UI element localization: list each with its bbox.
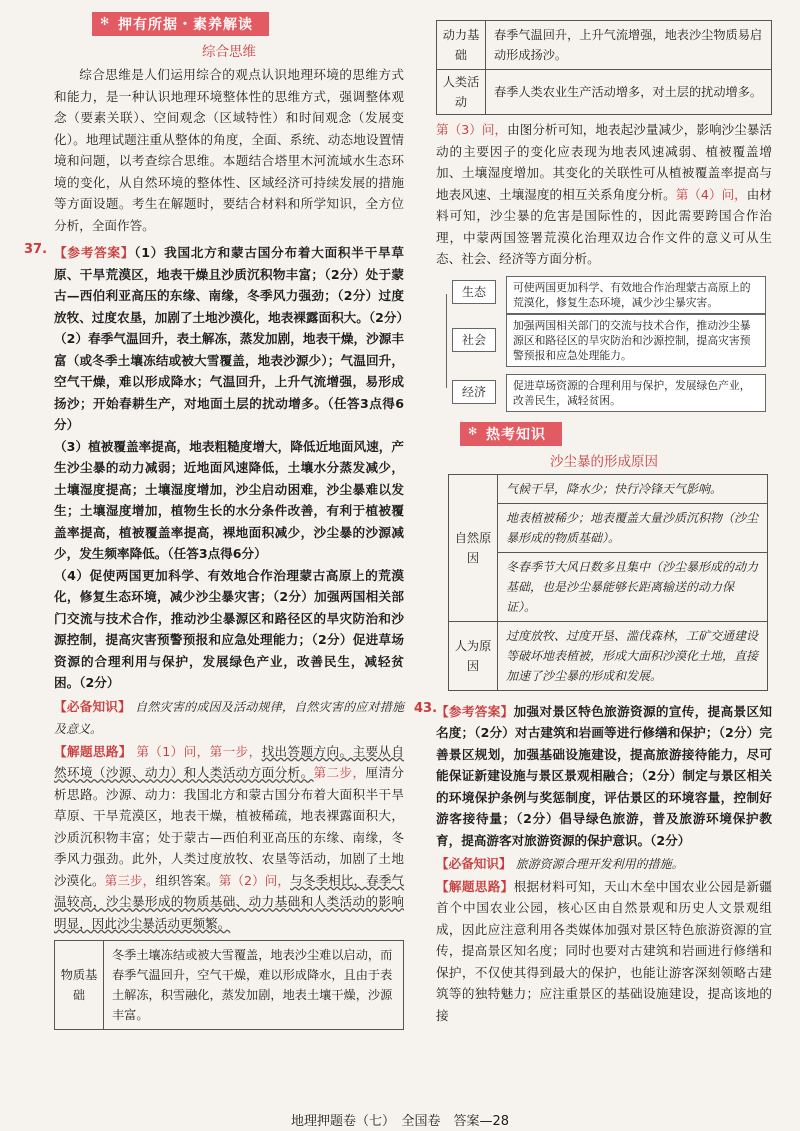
question-37 [24,242,410,1030]
flow-text-shehui: 加强两国相关部门的交流与技术合作，推动沙尘暴源区和路径区的旱灾防治和沙源控制，提高灾害预警预报和应急处理能力。 [506,314,766,367]
flow-text-shengtai: 可使两国更加科学、有效地合作治理蒙古高原上的荒漠化，修复生态环境，减少沙尘暴灾害。 [506,276,766,314]
table-text-renlei: 春季人类农业生产活动增多，对土层的扰动增多。 [486,70,772,115]
cause-subtitle: 沙尘暴的形成原因 [550,453,658,470]
connector-line [446,294,447,388]
banner-rekao [460,422,562,446]
q2-text: 与冬季相比，春季气温较高，沙尘暴形成的物质基础、动力基础和人类活动的影响明显，因此沙尘暴活动更频繁。 [54,872,405,931]
flow-text-jingji: 促进草场资源的合理利用与保护，发展绿色产业，改善民生，减轻贫困。 [506,374,766,412]
flow-label-jingji: 经济 [452,380,496,404]
banner-text: 押有所据・素养解读 [118,17,253,33]
continued-table [436,20,772,115]
q4-label: 第（4）问， [675,186,747,202]
page-footer: 地理押题卷（七） 全国卷 答案—28 [290,1114,510,1129]
q3-label: 第（3）问， [436,122,508,137]
jieti-text: 根据材料可知，天山木垒中国农业公园是新疆首个中国农业公园，核心区由自然景观和历史人文景观组成，因此应注意利用各类媒体加强对景区特色旅游资源的宣传，提高景区知名度；同时也要对古建筑和岩画进行修缮和保护，不仅使其得到最大的保护，也能让游客深刻领略古建筑等的独特魅力；应注重景区的基础设施建设，提高该地的接 [436,878,773,1023]
step-2-text: 厘清分析思路。沙源、动力：我国北方和蒙古国分布着大面积半干旱草原、干旱荒漠区，地表干燥，植被稀疏，地表裸露面积大，沙质沉积物丰富；处于蒙古—西伯利亚高压的东缘、南缘，冬季风力强劲。此外，人类过度放牧、农垦等活动，加剧了土地沙漠化。 [54,765,405,888]
cause-table [448,474,768,691]
table-text: 冬季土壤冻结或被大雪覆盖，地表沙尘难以启动，而春季气温回升，空气干燥，难以形成降水，且由于表土解冻，积雪融化，蒸发加剧，地表土壤干燥，沙源丰富。 [104,941,404,1030]
step-3-text: 组织答案。 [155,872,219,888]
human-cause: 过度放牧、过度开垦、滥伐森林，工矿交通建设等破坏地表植被，形成大面积沙漠化土地，直接加速了沙尘暴的形成和发展。 [498,621,768,690]
cause-natural-label: 自然原因 [449,474,498,621]
wuzhi-table [54,940,404,1030]
step-2-label: 第二步， [313,765,366,780]
answer-part-1: （1）我国北方和蒙古国分布着大面积半干旱草原、干旱荒漠区，地表干燥且沙质沉积物丰富；（2分）处于蒙古—西伯利亚高压的东缘、南缘，冬季风力强劲；（2分）过度放牧、过度农垦，加剧了土地沙漠化，地表裸露面积大。（2分） [54,245,410,325]
answer-43: 加强对景区特色旅游资源的宣传，提高景区知名度；（2分）对古建筑和岩画等进行修缮和保护；（2分）完善景区规划，加强基础设施建设，提高旅游接待能力，尽可能保证新建设施与景区景观相融合；（2分）制定与景区相关的环境保护条例与奖惩制度，评估景区的环境容量，控制好游客接待量；（2分）倡导绿色旅游，普及旅游环境保护教育，提高游客对旅游资源的保护意识。（2分） [436,703,773,848]
answer-part-4: （4）促使两国更加科学、有效地合作治理蒙古高原上的荒漠化，修复生态环境，减少沙尘暴灾害；（2分）加强两国相关部门交流与技术合作，推动沙尘暴源区和路径区的旱灾防治和沙源控制，提高灾害预警预报和应急处理能力；（2分）促进草场资源的合理利用与保护，发展绿色产业，改善民生，减轻贫困。（2分） [54,567,404,690]
cause-human-label: 人为原因 [449,621,498,690]
intro-paragraph: 综合思维是人们运用综合的观点认识地理环境的思维方式和能力，是一种认识地理环境整体性的思维方式，强调整体观念（要素关联）、空间观念（区域特性）和时间观念（发展变化）。地理试题注重从整体的角度，全面、系统、动态地设置情境和问题，以考查综合思维。本题结合塔里木河流域水生态环境的变化，从自然环境的整体性、区域经济可持续发展的措施等方面设题。考生在解题时，要结合材料和所学知识，全方位分析，全面作答。 [54,67,404,233]
answer-part-3: （3）植被覆盖率提高，地表粗糙度增大，降低近地面风速，产生沙尘暴的动力减弱；近地面风速降低，土壤水分蒸发减少，土壤湿度提高；土壤湿度增加，沙尘启动困难，沙尘暴难以发生；土壤湿度增加，植物生长的水分条件改善，有利于植被覆盖率提高，植被覆盖率提高，裸地面积减少，沙尘暴的沙源减少，发生频率降低。（任答3点得6分） [54,438,404,561]
bibei-text: 旅游资源合理开发利用的措施。 [515,857,684,871]
bibei-tag: 【必备知识】 [436,856,512,871]
sparkle-icon: ✻ [468,424,479,438]
sparkle-icon: ✻ [100,15,111,28]
significance-diagram [436,276,772,418]
q3-text: 由图分析可知，地表起沙量减少，影响沙尘暴活动的主要因子的变化应表现为地表风速减弱、植被覆盖增加、土壤湿度增加。其变化的关联性可从植被覆盖率提高与地表风速、土壤湿度的相互关系角度分析。 [436,122,772,202]
step-1-text: 找出答题方向。主要从自然环境（沙源、动力）和人类活动方面分析。 [54,743,405,780]
jieti-tag: 【解题思路】 [436,878,514,894]
answer-tag: 【参考答案】 [54,245,135,260]
bibei-text: 自然灾害的成因及活动规律，自然灾害的应对措施及意义。 [54,699,404,736]
section-subtitle: 综合思维 [202,44,256,60]
q4-text: 由材料可知，沙尘暴的危害是国际性的，因此需要跨国合作治理，中蒙两国签署荒漠化治理双边合作文件的意义可从生态、社会、经济等方面分析。 [436,186,773,266]
natural-cause-2: 地表植被稀少；地表覆盖大量沙质沉积物（沙尘暴形成的物质基础）。 [498,503,768,552]
flow-label-shehui: 社会 [452,328,496,352]
answer-part-2: （2）春季气温回升，表土解冻，蒸发加剧，地表干燥，沙源丰富（或冬季土壤冻结或被大雪覆盖，地表沙源少）；气温回升，空气干燥，难以形成降水；气温回升，上升气流增强，易形成扬沙；开始春耕生产，对地面土层的扰动增多。（任答3点得6分） [54,331,404,432]
table-label-renlei: 人类活动 [437,70,486,115]
natural-cause-1: 气候干旱，降水少；快行冷锋天气影响。 [498,474,768,503]
natural-cause-3: 冬春季节大风日数多且集中（沙尘暴形成的动力基础，也是沙尘暴能够长距离输送的动力保证）。 [498,552,768,621]
left-column [24,8,410,1030]
table-label: 物质基础 [55,941,104,1030]
question-number: 43. [414,700,438,716]
step-3-label: 第三步， [104,872,156,888]
answer-tag: 【参考答案】 [436,703,514,719]
q2-label: 第（2）问， [218,872,291,888]
jieti-tag: 【解题思路】 [54,743,132,759]
step-1-label: 第（1）问，第一步， [136,743,262,759]
banner-yayousuoju [92,12,269,36]
table-text-dongli: 春季气温回升，上升气流增强，地表沙尘物质易启动形成扬沙。 [486,21,772,70]
question-43 [414,700,773,1027]
bibei-tag: 【必备知识】 [54,698,131,714]
banner-text: 热考知识 [486,426,546,443]
table-label-dongli: 动力基础 [437,21,486,70]
right-column [414,20,773,1026]
flow-label-shengtai: 生态 [452,280,496,304]
question-number: 37. [24,242,48,257]
